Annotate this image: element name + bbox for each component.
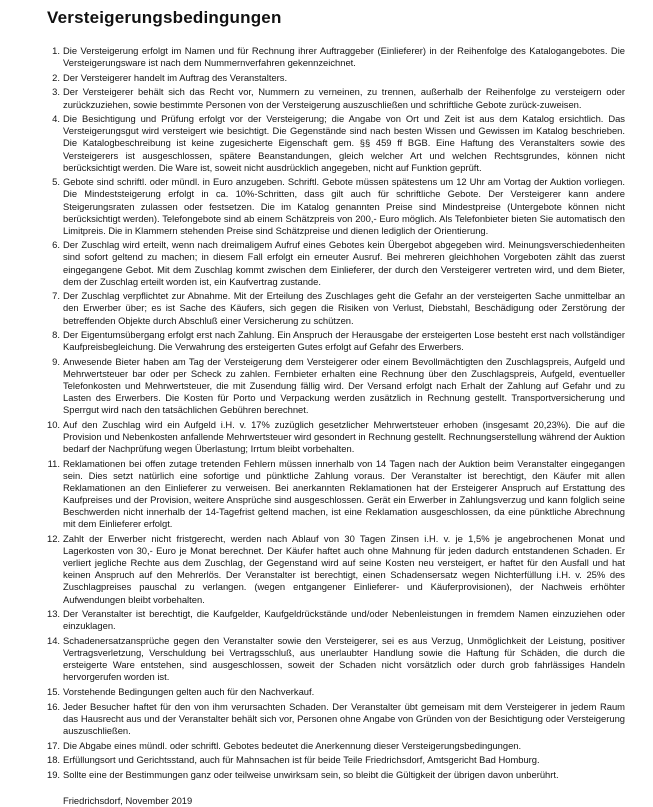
item-text: Der Versteigerer handelt im Auftrag des Veranstalters. (63, 71, 288, 83)
item-text: Anwesende Bieter haben am Tag der Versteigerung dem Versteigerer oder einem Bevollmächtigten den Zuschlagspreis, Aufgeld und Mehrwertsteuer bar oder per Scheck zu zahlen. Fernbieter erhalten eine Rechnung über den Zuschlagspreis, Aufgeld, eventueller Telefonkosten und Mehrwertsteuer, die mit Zusendung fällig wird. Der Versand erfolgt nach Erhalt der Zahlung auf Gefahr und zu Lasten des Erwerbers. Die Kosten für Porto und Verpackung werden zusätzlich in Rechnung gestellt. Transportversicherung und Sperrgut wird nach den tatsächlichen Gebühren berechnet. (63, 356, 625, 416)
list-item (47, 72, 625, 84)
item-number: 16. (47, 700, 61, 712)
list-item (47, 686, 625, 698)
list-item (47, 635, 625, 683)
list-item (47, 176, 625, 236)
list-item (47, 86, 625, 110)
item-text: Die Abgabe eines mündl. oder schriftl. Gebotes bedeutet die Anerkennung dieser Versteigerungsbedingungen. (63, 739, 522, 751)
item-number: 6. (52, 239, 60, 251)
list-item (47, 113, 625, 173)
list-item (47, 533, 625, 606)
list-item (47, 458, 625, 531)
list-item (47, 740, 625, 752)
item-number: 12. (47, 533, 61, 545)
item-text: Reklamationen bei offen zutage tretenden Fehlern müssen innerhalb von 14 Tagen nach der Auktion beim Veranstalter eingegangen sein. Dies setzt natürlich eine sofortige und pünktliche Zahlung voraus. Der Veranstalter ist berechtigt, den Käufer mit allen Reklamationen an den Einlieferer zu verweisen. Bei anerkannten Reklamationen hat der Ersteigerer Anspruch auf Erstattung des Kaufpreises und der Provision, weitere Ansprüche sind ausgeschlossen. Gerät ein Erwerber in Zahlungsverzug und kann folglich seine Beschwerden nicht innerhalb der 14-Tagefrist geltend machen, ist eine Reklamation ausgeschlossen, da eine pünktliche Abrechnung mit dem Einlieferer erfolgt. (63, 457, 625, 530)
item-number: 17. (47, 739, 61, 751)
item-number: 13. (47, 608, 61, 620)
item-number: 8. (52, 329, 60, 341)
item-text: Erfüllungsort und Gerichtsstand, auch für Mahnsachen ist für beide Teile Friedrichsdorf, Amtsgericht Bad Homburg. (63, 754, 540, 766)
list-item (47, 290, 625, 326)
item-number: 18. (47, 754, 61, 766)
list-item (47, 329, 625, 353)
item-number: 11. (47, 457, 60, 469)
item-text: Der Versteigerer behält sich das Recht vor, Nummern zu verneinen, zu trennen, außerhalb der Reihenfolge zu versteigern oder zurückzuziehen, sowie bestimmte Personen von der Versteigerung auszuschließen und schriftliche Gebote zurück-zuweisen. (63, 86, 625, 110)
item-number: 3. (52, 86, 60, 98)
list-item (47, 754, 625, 766)
item-number: 14. (47, 635, 61, 647)
item-text: Der Zuschlag wird erteilt, wenn nach dreimaligem Aufruf eines Gebotes kein Übergebot abgegeben wird. Meinungsverschiedenheiten sind sofort geltend zu machen; in diesem Fall erfolgt ein erneuter Ausruf. Bei mehreren gleichhohen Vorgeboten zählt das zuerst eingegangene Gebot. Mit dem Zuschlag kommt zwischen dem Einlieferer, der durch den Versteigerer vertreten wird, und dem Bieter, dem der Zuschlag erteilt worden ist, ein Kaufvertrag zustande. (63, 239, 625, 287)
list-item (47, 356, 625, 416)
item-text: Vorstehende Bedingungen gelten auch für den Nachverkauf. (63, 686, 315, 697)
item-number: 19. (47, 768, 61, 780)
item-text: Die Versteigerung erfolgt im Namen und für Rechnung ihrer Auftraggeber (Einlieferer) in der Reihenfolge des Katalogangebotes. Die Versteigerungsware ist nach dem Nummernverfahren gekennzeichnet. (63, 45, 625, 69)
list-item (47, 239, 625, 287)
list-item (47, 45, 625, 69)
conditions-list (47, 45, 625, 781)
item-text: Schadenersatzansprüche gegen den Veranstalter sowie den Versteigerer, sei es aus Verzug, Unmöglichkeit der Leistung, positiver Vertragsverletzung, Verschuldung bei Vertragsschluß, aus unerlaubter Handlung sowie die Haftung für Schäden, die durch die ersteigerte Ware entstehen, sind ausgeschlossen, soweit der Schaden nicht vorsätzlich oder durch grob fahrlässiges Handeln hervorgerufen worden ist. (63, 635, 625, 683)
item-text: Gebote sind schriftl. oder mündl. in Euro anzugeben. Schriftl. Gebote müssen spätestens um 12 Uhr am Vortag der Auktion vorliegen. Die Mindeststeigerung erfolgt in ca. 10%-Schritten, dass gilt auch für schriftliche Gebote. Der Versteigerer kann andere Steigerungsraten zulassen oder festsetzen. Die im Katalog genannten Preise sind Mindestpreise (Untergebote können nicht berücksichtigt werden). Telefongebote sind ab einem Schätzpreis von 200,- Euro möglich. Als Telefonbieter bieten Sie automatisch den Limitpreis. Die in Klammern stehenden Preise sind Schätzpreise und dienen lediglich der Orientierung. (63, 176, 625, 236)
item-text: Der Eigentumsübergang erfolgt erst nach Zahlung. Ein Anspruch der Herausgabe der ersteigerten Lose besteht erst nach vollständiger Kaufpreisbegleichung. Die Verwahrung des ersteigerten Gutes erfolgt auf Gefahr des Erwerbers. (63, 329, 625, 353)
page-title: Versteigerungsbedingungen (47, 8, 282, 27)
item-number: 4. (52, 113, 60, 125)
list-item (47, 608, 625, 632)
item-text: Sollte eine der Bestimmungen ganz oder teilweise unwirksam sein, so bleibt die Gültigkeit der übrigen davon unberührt. (63, 768, 559, 780)
item-number: 15. (47, 686, 61, 697)
date-line: Friedrichsdorf, November 2019 (63, 795, 193, 807)
item-number: 5. (52, 176, 60, 188)
item-text: Die Besichtigung und Prüfung erfolgt vor der Versteigerung; die Angabe von Ort und Zeit ist aus dem Katalog ersichtlich. Das Versteigerungsgut wird versteigert wie besichtigt. Die Gegenstände sind nach besten Wissen und Gewissen im Katalog beschrieben. Die Katalogbeschreibung ist keine zugesicherte Eigenschaft gem. §§ 459 ff BGB. Eine Haftung des Veranstalters sowie des Versteigerers ist ausgeschlossen, spätere Beanstandungen, gleich welcher Art und welchen Rechtsgrundes, können nicht berücksichtigt werden. Die Ware ist, soweit nicht ausdrücklich angegeben, nicht auf Funktion geprüft. (63, 113, 625, 173)
list-item (47, 701, 625, 737)
item-number: 7. (52, 290, 60, 302)
item-number: 10. (47, 419, 61, 431)
item-text: Der Veranstalter ist berechtigt, die Kaufgelder, Kaufgeldrückstände und/oder Nebenleistungen in fremdem Namen einzuziehen oder einzuklagen. (63, 608, 625, 632)
item-text: Auf den Zuschlag wird ein Aufgeld i.H. v. 17% zuzüglich gesetzlicher Mehrwertsteuer erhoben (insgesamt 20,23%). Die auf die Provision und Nebenkosten anfallende Mehrwertsteuer wird gesondert in Rechnung gestellt. Rechnungserstellung während der Auktion bedarf der Nachprüfung wegen Überlastung; Irrtum bleibt vorbehalten. (63, 419, 625, 455)
item-text: Der Zuschlag verpflichtet zur Abnahme. Mit der Erteilung des Zuschlages geht die Gefahr an der versteigerten Sache unmittelbar an den Erwerber über; es ist Sache des Käufers, sich gegen die Risiken von Verlust, Diebstahl, Beschädigung oder Zerstörung der betreffenden Objekte durch Abschluß einer Versicherung zu schützen. (63, 290, 625, 326)
item-text: Jeder Besucher haftet für den von ihm verursachten Schaden. Der Veranstalter übt gemeisam mit dem Versteigerer in jedem Raum das Hausrecht aus und der Veranstalter behält sich vor, Personen ohne Angabe von Gründen von der Besichtigung oder Versteigerung auszuschließen. (63, 700, 625, 736)
item-number: 1. (52, 45, 60, 56)
list-item (47, 419, 625, 455)
item-number: 2. (52, 71, 60, 83)
item-number: 9. (52, 356, 60, 367)
item-text: Zahlt der Erwerber nicht fristgerecht, werden nach Ablauf von 30 Tagen Zinsen i.H. v. je 1,5% je angebrochenen Monat und Lagerkosten von 30,- Euro je Monat berechnet. Der Käufer haftet auch ohne Mahnung für jeden dadurch entstandenen Schaden. Er verliert jegliche Rechte aus dem Zuschlag, der Gegenstand wird auf seine Kosten neu versteigert, er haftet für den Ausfall und hat keinen Anspruch auf den Mehrerlös. Der Veranstalter ist berechtigt, einen Schadensersatz wegen Nichterfüllung i.H. v. 25% des Zuschlagpreises pauschal zu verlangen. (wegen entgangener Einlieferer- und Käuferprovisionen), der Nachweis erhöhter Aufwendungen bleibt vorbehalten. (63, 533, 625, 605)
list-item (47, 769, 625, 781)
